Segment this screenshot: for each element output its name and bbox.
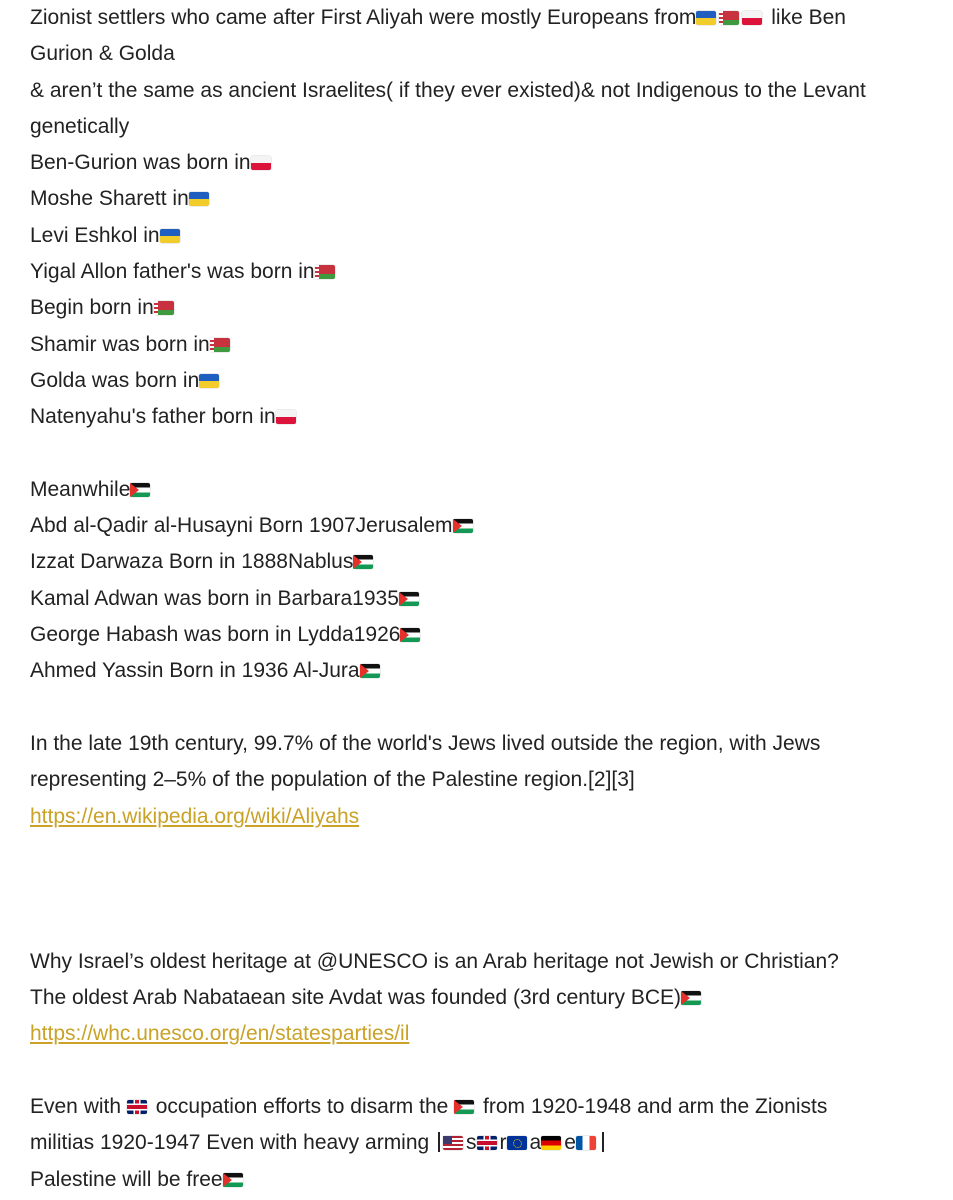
intro-text: & aren’t the same as ancient Israelites( if they ever existed)& not Indigenous to the Levant	[30, 78, 866, 102]
wikipedia-link[interactable]: https://en.wikipedia.org/wiki/Aliyahs	[30, 804, 360, 828]
vertical-bar-icon	[438, 1132, 440, 1152]
letter-s: s	[466, 1131, 477, 1155]
leader-line	[30, 254, 930, 290]
ukraine-flag-icon	[160, 229, 180, 243]
letter-a: a	[529, 1131, 542, 1155]
intro-line	[30, 73, 930, 109]
person-text: George Habash was born in Lydda1926	[30, 623, 401, 647]
palestine-flag-icon	[223, 1173, 243, 1187]
closing-line	[30, 1162, 930, 1198]
palestine-flag-icon	[360, 664, 380, 678]
belarus-flag-icon	[154, 301, 174, 315]
person-line	[30, 617, 930, 653]
leader-text: Levi Eshkol in	[30, 223, 160, 247]
person-line	[30, 581, 930, 617]
stat-line	[30, 762, 930, 798]
leader-line	[30, 363, 930, 399]
leader-text: Ben-Gurion was born in	[30, 151, 251, 175]
eu-flag-icon	[507, 1136, 527, 1150]
palestine-flag-icon	[130, 483, 150, 497]
poland-flag-icon	[276, 410, 296, 424]
leader-text: Shamir was born in	[30, 332, 210, 356]
palestine-flag-icon	[399, 592, 419, 606]
intro-line	[30, 109, 930, 145]
france-flag-icon	[576, 1136, 596, 1150]
document-body	[30, 0, 930, 1198]
person-line	[30, 544, 930, 580]
vertical-bar-icon	[602, 1132, 604, 1152]
ukraine-flag-icon	[189, 192, 209, 206]
us-flag-icon	[443, 1136, 463, 1150]
intro-text: Zionist settlers who came after First Aliyah were mostly Europeans from	[30, 6, 697, 29]
meanwhile-text: Meanwhile	[30, 477, 131, 501]
unesco-line	[30, 944, 930, 980]
unesco-text: The oldest Arab Nabataean site Avdat was founded (3rd century BCE)	[30, 986, 681, 1010]
intro-line	[30, 36, 930, 72]
leader-text: Natenyahu's father born in	[30, 405, 276, 429]
spacer	[30, 835, 930, 944]
spacer	[30, 690, 930, 726]
person-text: Ahmed Yassin Born in 1936 Al-Jura	[30, 659, 360, 683]
palestine-flag-icon	[353, 555, 373, 569]
person-text: Izzat Darwaza Born in 1888Nablus	[30, 550, 354, 574]
closing-text: militias 1920-1947 Even with heavy arming	[30, 1131, 436, 1155]
leader-line	[30, 181, 930, 217]
letter-r: r	[499, 1131, 507, 1155]
ukraine-flag-icon	[696, 11, 716, 25]
intro-text: genetically	[30, 114, 130, 138]
closing-line	[30, 1089, 930, 1125]
belarus-flag-icon	[719, 11, 739, 25]
leader-line	[30, 145, 930, 181]
link-line	[30, 1016, 930, 1052]
belarus-flag-icon	[315, 265, 335, 279]
leader-text: Moshe Sharett in	[30, 187, 189, 211]
leader-line	[30, 399, 930, 435]
uk-flag-icon	[477, 1136, 497, 1150]
spacer	[30, 1053, 930, 1089]
stat-text: In the late 19th century, 99.7% of the world's Jews lived outside the region, with Jews	[30, 731, 821, 755]
intro-text-cont: like Ben	[765, 6, 846, 29]
closing-text: Even with	[30, 1095, 127, 1119]
person-text: Kamal Adwan was born in Barbara1935	[30, 586, 399, 610]
leader-text: Yigal Allon father's was born in	[30, 260, 315, 284]
stat-text: representing 2–5% of the population of the Palestine region.[2][3]	[30, 768, 635, 792]
palestine-flag-icon	[681, 991, 701, 1005]
intro-text: Gurion & Golda	[30, 42, 175, 66]
closing-text: from 1920-1948 and arm the Zionists	[477, 1095, 828, 1119]
ukraine-flag-icon	[199, 374, 219, 388]
unesco-line	[30, 980, 930, 1016]
palestine-flag-icon	[453, 519, 473, 533]
section-heading	[30, 472, 930, 508]
person-line	[30, 653, 930, 689]
palestine-flag-icon	[454, 1100, 474, 1114]
letter-e: e	[564, 1131, 576, 1155]
palestine-flag-icon	[400, 628, 420, 642]
poland-flag-icon	[251, 156, 271, 170]
person-line	[30, 508, 930, 544]
leader-text: Golda was born in	[30, 368, 200, 392]
belarus-flag-icon	[210, 338, 230, 352]
unesco-link[interactable]: https://whc.unesco.org/en/statesparties/il	[30, 1022, 410, 1046]
closing-line	[30, 1125, 930, 1161]
leader-line	[30, 290, 930, 326]
closing-text: occupation efforts to disarm the	[149, 1095, 455, 1119]
leader-text: Begin born in	[30, 296, 154, 320]
link-line	[30, 799, 930, 835]
uk-flag-icon	[127, 1100, 147, 1114]
stat-line	[30, 726, 930, 762]
intro-line	[30, 0, 930, 36]
germany-flag-icon	[541, 1136, 561, 1150]
poland-flag-icon	[742, 11, 762, 25]
leader-line	[30, 218, 930, 254]
leader-line	[30, 327, 930, 363]
unesco-text: Why Israel’s oldest heritage at @UNESCO is an Arab heritage not Jewish or Christian?	[30, 949, 839, 973]
spacer	[30, 436, 930, 472]
closing-text: Palestine will be free	[30, 1167, 223, 1191]
person-text: Abd al-Qadir al-Husayni Born 1907Jerusalem	[30, 514, 453, 538]
